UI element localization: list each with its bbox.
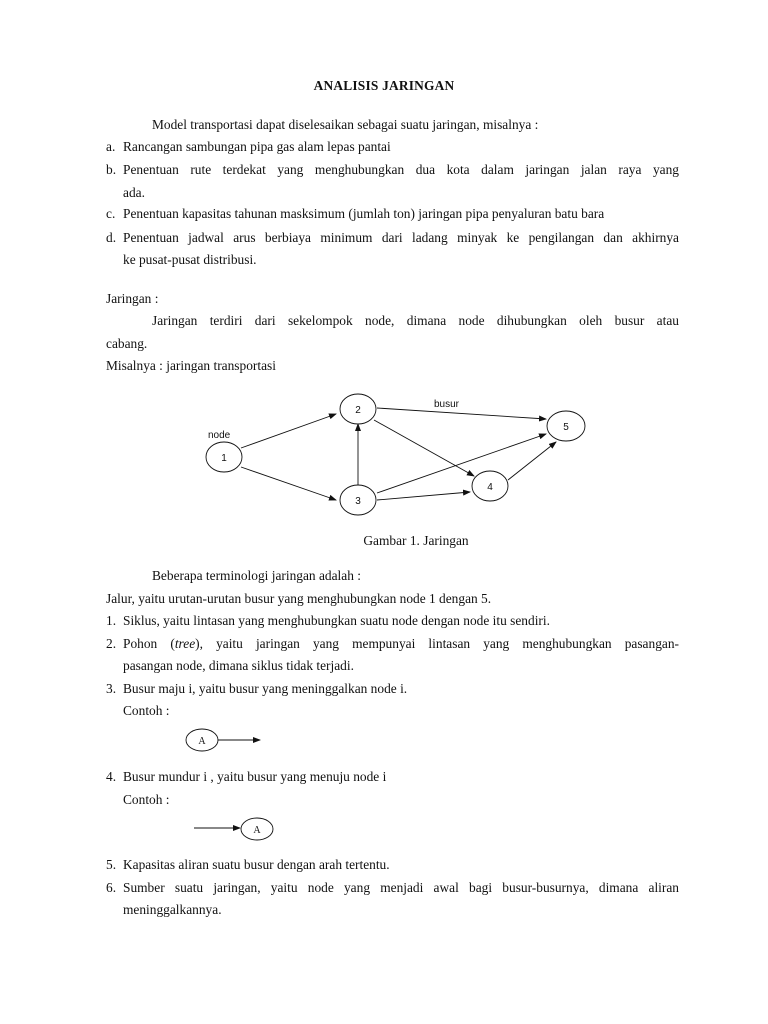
backward-arc-diagram bbox=[192, 816, 282, 844]
intro-paragraph: Model transportasi dapat diselesaikan sebagai suatu jaringan, misalnya : bbox=[152, 117, 539, 132]
term-busur-mundur: Busur mundur i , yaitu busur yang menuju node i bbox=[123, 769, 387, 784]
terminology-intro: Beberapa terminologi jaringan adalah : bbox=[152, 568, 361, 583]
page-title: ANALISIS JARINGAN bbox=[313, 78, 455, 93]
edge-1-2 bbox=[241, 414, 336, 448]
jaringan-definition: Jaringan terdiri dari sekelompok node, dimana node dihubungkan oleh busur atau bbox=[152, 313, 679, 328]
figure-caption: Gambar 1. Jaringan bbox=[363, 533, 469, 548]
list-marker-b: b. bbox=[106, 162, 117, 177]
list-item-d: Penentuan jadwal arus berbiaya minimum dari ladang minyak ke pengilangan dan akhirnya bbox=[123, 230, 679, 245]
jaringan-definition-cont: cabang. bbox=[106, 336, 148, 351]
contoh-label-3: Contoh : bbox=[123, 703, 170, 718]
list-item-b: Penentuan rute terdekat yang menghubungkan dua kota dalam jaringan jalan raya yang bbox=[123, 162, 679, 177]
edge-4-5 bbox=[508, 442, 556, 480]
node-label-3: 3 bbox=[355, 496, 361, 507]
term-pohon bbox=[123, 636, 679, 652]
term-pohon-post: ), yaitu jaringan yang mempunyai lintasan yang menghubungkan pasangan- bbox=[195, 636, 679, 651]
list-item-d-cont: ke pusat-pusat distribusi. bbox=[123, 252, 257, 267]
jalur-definition: Jalur, yaitu urutan-urutan busur yang menghubungkan node 1 dengan 5. bbox=[106, 591, 492, 606]
node-label-1: 1 bbox=[221, 453, 227, 464]
list-marker-a: a. bbox=[106, 139, 116, 154]
edge-3-5 bbox=[377, 434, 546, 493]
term-kapasitas: Kapasitas aliran suatu busur dengan arah tertentu. bbox=[123, 857, 390, 872]
term-marker-1: 1. bbox=[106, 613, 117, 628]
node-label-2: 2 bbox=[355, 405, 361, 416]
term-pohon-cont: pasangan node, dimana siklus tidak terjadi. bbox=[123, 658, 354, 673]
list-marker-c: c. bbox=[106, 206, 116, 221]
term-pohon-pre: Pohon ( bbox=[123, 636, 175, 651]
term-marker-3: 3. bbox=[106, 681, 117, 696]
contoh-label-4: Contoh : bbox=[123, 792, 170, 807]
edge-1-3 bbox=[241, 467, 336, 500]
misalnya-line: Misalnya : jaringan transportasi bbox=[106, 358, 276, 373]
term-pohon-italic: tree bbox=[174, 636, 196, 651]
term-sumber: Sumber suatu jaringan, yaitu node yang menjadi awal bagi busur-busurnya, dimana aliran bbox=[123, 880, 679, 895]
node-label-4: 4 bbox=[487, 482, 493, 493]
node-label-5: 5 bbox=[563, 422, 569, 433]
edge-2-5 bbox=[377, 408, 546, 419]
label-busur: busur bbox=[434, 399, 460, 410]
label-node: node bbox=[208, 430, 231, 441]
edge-3-4 bbox=[377, 492, 470, 500]
term-marker-4: 4. bbox=[106, 769, 117, 784]
term-marker-2: 2. bbox=[106, 636, 117, 651]
node-a-label-forward: A bbox=[198, 736, 206, 747]
list-marker-d: d. bbox=[106, 230, 117, 245]
edge-2-4 bbox=[374, 420, 474, 476]
term-busur-maju: Busur maju i, yaitu busur yang meninggalkan node i. bbox=[123, 681, 408, 696]
list-item-c: Penentuan kapasitas tahunan masksimum (jumlah ton) jaringan pipa penyaluran batu bara bbox=[123, 206, 605, 221]
list-item-a: Rancangan sambungan pipa gas alam lepas pantai bbox=[123, 139, 391, 154]
term-marker-6: 6. bbox=[106, 880, 117, 895]
list-item-b-cont: ada. bbox=[123, 185, 145, 200]
section-heading-jaringan: Jaringan : bbox=[106, 291, 159, 306]
term-marker-5: 5. bbox=[106, 857, 117, 872]
network-diagram bbox=[190, 390, 600, 525]
forward-arc-diagram bbox=[180, 727, 270, 753]
term-sumber-cont: meninggalkannya. bbox=[123, 902, 222, 917]
node-a-label-backward: A bbox=[253, 825, 261, 836]
term-siklus: Siklus, yaitu lintasan yang menghubungkan suatu node dengan node itu sendiri. bbox=[123, 613, 550, 628]
